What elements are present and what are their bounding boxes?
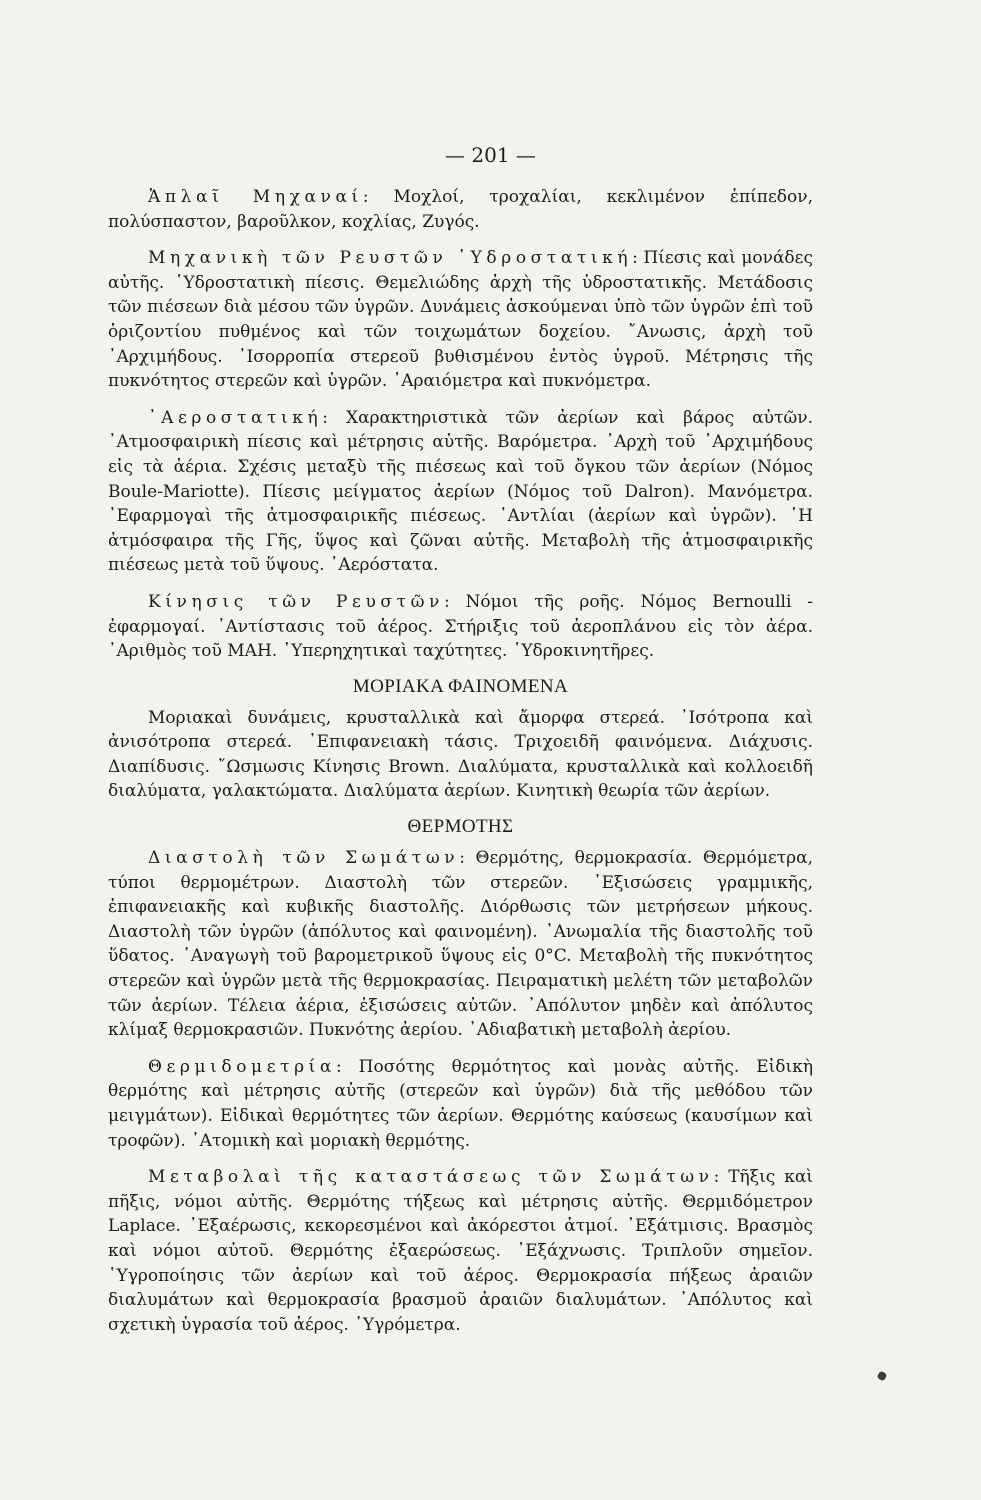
paragraph-fluid-motion — [108, 590, 813, 664]
section-title-heat: ΘΕΡΜΟΤΗΣ — [407, 816, 514, 838]
paragraph-calorimetry — [108, 1055, 813, 1153]
topic-heading: ᾿Αεροστατική — [148, 407, 323, 428]
topic-heading: Θερμιδομετρία — [148, 1056, 336, 1077]
paragraph-simple-machines — [108, 185, 813, 234]
page-number: — 201 — — [445, 143, 536, 167]
topic-heading: Ἁπλαῖ Μηχαναί — [148, 187, 363, 207]
ink-spot-mark — [877, 1371, 888, 1382]
paragraph-phase-changes — [108, 1165, 813, 1337]
paragraph-text: : Τῆξις καὶ πῆξις, νόμοι αὐτῆς. Θερμότης τήξεως καὶ μέτρησις αὐτῆς. Θερμιδόμετρον Laplace. ᾿Εξαέρωσις, κεκορεσμένοι καὶ ἀκόρεστοι ἀτμοί. ᾿Εξάτμισις. Βρασμὸς καὶ νόμοι αὐτοῦ. Θερμότης ἐξαερώσεως. ᾿Εξάχνωσις. Τριπλοῦν σημεῖον. ῾Υγροποίησις τῶν ἀερίων καὶ τοῦ ἀέρος. Θερμοκρασία πήξεως ἀραιῶν διαλυμάτων καὶ θερμοκρασία βρασμοῦ ἀραιῶν διαλυμάτων. ᾿Απόλυτος καὶ σχετικὴ ὑγρασία τοῦ ἀέρος. ῾Υγρόμετρα. — [108, 1167, 813, 1335]
topic-heading: Μεταβολαὶ τῆς καταστάσεως τῶν Σωμάτων — [148, 1167, 714, 1188]
paragraph-expansion — [108, 846, 813, 1043]
paragraph-text: : Πίεσις καὶ μονάδες αὐτῆς. ῾Υδροστατικὴ πίεσις. Θεμελιώδης ἀρχὴ τῆς ὑδροστατικῆς. Μετάδοσις τῶν πιέσεων διὰ μέσου τῶν ὑγρῶν. Δυνάμεις ἀσκούμεναι ὑπὸ τῶν ὑγρῶν ἐπὶ τοῦ ὁριζοντίου πυθμένος καὶ τῶν τοιχωμάτων δοχείου. ῎Ανωσις, ἀρχὴ τοῦ ᾿Αρχιμήδους. ᾿Ισορροπία στερεοῦ βυθισμένου ἐντὸς ὑγροῦ. Μέτρησις τῆς πυκνότητος στερεῶν καὶ ὑγρῶν. ᾿Αραιόμετρα καὶ πυκνόμετρα. — [108, 248, 813, 392]
paragraph-hydrostatics — [108, 246, 813, 394]
paragraph-text: : Μοχλοί, τροχαλίαι, κεκλιμένον ἐπίπεδον, πολύσπαστον, βαροῦλκον, κοχλίας, Ζυγός. — [108, 187, 813, 232]
topic-heading: Διαστολὴ τῶν Σωμάτων — [148, 848, 460, 869]
topic-heading: Μηχανικὴ τῶν Ρευστῶν ῾Υδροστατική — [148, 248, 633, 269]
paragraph-molecular — [108, 706, 813, 804]
paragraph-text: : Θερμότης, θερμοκρασία. Θερμόμετρα, τύποι θερμομέτρων. Διαστολὴ τῶν στερεῶν. ᾿Εξισώσεις γραμμικῆς, ἐπιφανειακῆς καὶ κυβικῆς διαστολῆς. Διόρθωσις τῶν μετρήσεων μήκους. Διαστολὴ τῶν ὑγρῶν (ἀπόλυτος καὶ φαινομένη). ᾿Ανωμαλία τῆς διαστολῆς τοῦ ὕδατος. ᾿Αναγωγὴ τοῦ βαρομετρικοῦ ὕψους εἰς 0°C. Μεταβολὴ τῆς πυκνότητος στερεῶν καὶ ὑγρῶν μετὰ τῆς θερμοκρασίας. Πειραματικὴ μελέτη τῶν μεταβολῶν τῶν ἀερίων. Τέλεια ἀέρια, ἐξισώσεις αὐτῶν. ᾿Απόλυτον μηδὲν καὶ ἀπόλυτος κλίμαξ θερμοκρασιῶν. Πυκνότης ἀερίου. ᾿Αδιαβατικὴ μεταβολὴ ἀερίου. — [108, 848, 813, 1041]
paragraph-text: : Ποσότης θερμότητος καὶ μονὰς αὐτῆς. Εἰδικὴ θερμότης καὶ μέτρησις αὐτῆς (στερεῶν καὶ ὑγρῶν) διὰ τῆς μεθόδου τῶν μειγμάτων). Εἰδικαὶ θερμότητες τῶν ἀερίων. Θερμότης καύσεως (καυσίμων καὶ τροφῶν). ᾿Ατομικὴ καὶ μοριακὴ θερμότης. — [108, 1056, 813, 1151]
paragraph-aerostatics — [108, 406, 813, 578]
paragraph-text: Μοριακαὶ δυνάμεις, κρυσταλλικὰ καὶ ἄμορφα στερεά. ᾿Ισότροπα καὶ ἀνισότροπα στερεά. ᾿Επιφανειακὴ τάσις. Τριχοειδῆ φαινόμενα. Διάχυσις. Διαπίδυσις. ῎Ωσμωσις Κίνησις Brown. Διαλύματα, κρυσταλλικὰ καὶ κολλοειδῆ διαλύματα, γαλακτώματα. Διαλύματα ἀερίων. Κινητικὴ θεωρία τῶν ἀερίων. — [108, 707, 813, 802]
paragraph-text: : Νόμοι τῆς ροῆς. Νόμος Bernoulli - ἐφαρμογαί. ᾿Αντίστασις τοῦ ἀέρος. Στήριξις τοῦ ἀεροπλάνου εἰς τὸν ἀέρα. ᾿Αριθμὸς τοῦ ΜΑΗ. ῾Υπερηχητικαὶ ταχύτητες. ῾Υδροκινητῆρες. — [108, 591, 813, 662]
paragraph-text: : Χαρακτηριστικὰ τῶν ἀερίων καὶ βάρος αὐτῶν. ᾿Ατμοσφαιρικὴ πίεσις καὶ μέτρησις αὐτῆς. Βαρόμετρα. ᾿Αρχὴ τοῦ ᾿Αρχιμήδους εἰς τὰ ἀέρια. Σχέσις μεταξὺ τῆς πιέσεως καὶ τοῦ ὄγκου τῶν ἀερίων (Νόμος Boule-Mariotte). Πίεσις μείγματος ἀερίων (Νόμος τοῦ Dalron). Μανόμετρα. ᾿Εφαρμογαὶ τῆς ἀτμοσφαιρικῆς πιέσεως. ᾿Αντλίαι (ἀερίων καὶ ὑγρῶν). ῾Η ἀτμόσφαιρα τῆς Γῆς, ὕψος καὶ ζῶναι αὐτῆς. Μεταβολὴ τῆς ἀτμοσφαιρικῆς πιέσεως μετὰ τοῦ ὕψους. ᾿Αερόστατα. — [108, 407, 813, 576]
section-title-molecular: ΜΟΡΙΑΚΑ ΦΑΙΝΟΜΕΝΑ — [352, 675, 569, 697]
topic-heading: Κίνησις τῶν Ρευστῶν — [148, 591, 444, 612]
